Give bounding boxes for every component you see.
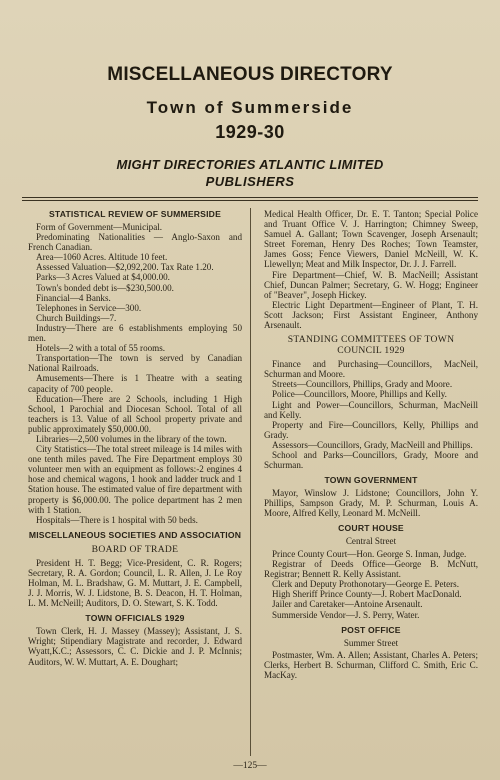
fire-department-text: Fire Department—Chief, W. B. MacNeill; Assistant Chief, Duncan Palmer; Secretary, G. W. Hogg; Engineer of "Beaver", Joseph Hickey. (264, 269, 478, 300)
stat-line: Hotels—2 with a total of 55 rooms. (36, 343, 166, 354)
publisher-name: MIGHT DIRECTORIES ATLANTIC LIMITED (116, 157, 384, 172)
board-of-trade-text: President H. T. Begg; Vice-President, C. R. Rogers; Secretary, R. A. Gordon; Council, L. R. Allen, J. Le Roy Holman, M. L. Bradshaw, G. M. Muttart, J. E. Campbell, J. J. Morris, W. J. Lidstone, B. S. Deacon, H. T. Holman, L. M. McNeill; Auditors, D. O. Stewart, S. K. Todd. (28, 557, 242, 609)
stat-line: Predominating Nationalities — Anglo-Saxon and French Canadian. (28, 232, 242, 253)
post-office-street: Summer Street (343, 637, 399, 648)
court-line: Summerside Vendor—J. S. Perry, Water. (272, 609, 420, 620)
stat-line: City Statistics—The total street mileage is 14 miles with one tenth miles paved. The Fire Department employs 30 volunteer men with an equipment as follows:-2 engines 4 hose and chemical wagons, 1 hook and ladder truck and 1 Station house. The estimated value of fire department with property is $6,000.00. The police department has 2 men with 1 Station. (28, 444, 242, 515)
stat-line: Financial—4 Banks. (36, 292, 111, 303)
stats-heading: STATISTICAL REVIEW OF SUMMERSIDE (48, 209, 222, 219)
committee-line: Assessors—Councillors, Grady, MacNeill and Phillips. (272, 439, 473, 450)
town-government-text: Mayor, Winslow J. Lidstone; Councillors, John Y. Phillips, Sampson Grady, M. P. Schurman, Louis A. Moore, Alfred Kelly, Leonard M. McNeill. (264, 488, 478, 519)
stat-line: Parks—3 Acres Valued at $4,000.00. (36, 272, 170, 283)
stat-line: Hospitals—There is 1 hospital with 50 beds. (36, 514, 198, 525)
town-government-heading: TOWN GOVERNMENT (324, 475, 418, 486)
societies-heading: MISCELLANEOUS SOCIETIES AND ASSOCIATION (28, 529, 242, 540)
town-officials-text: Town Clerk, H. J. Massey (Massey); Assistant, J. S. Wright; Stipendiary Magistrate and recorder, J. Edward Wyatt,K.C.; Assessors, C. C. Dickie and J. P. McInnis; Auditors, W. W. Muttart, A. E. Doughart; (28, 626, 242, 667)
stat-line: Form of Government—Municipal. (36, 222, 163, 232)
left-column (28, 209, 242, 667)
stat-line: Industry—There are 6 establishments employing 50 men. (28, 322, 242, 344)
publisher-label: PUBLISHERS (205, 174, 295, 189)
electric-light-text: Electric Light Department—Engineer of Plant, T. H. Scott Jackson; First Assistant Engineer, Anthony Arsenault. (264, 299, 478, 331)
town-officials-heading: TOWN OFFICIALS 1929 (85, 613, 185, 624)
page-title: MISCELLANEOUS DIRECTORY (107, 64, 393, 85)
stat-line: Education—There are 2 Schools, including 1 High School, 1 Parochial and Diocesan School. Total of all teachers is 13. Value of all School property private and public approximately $50,000.00. (28, 393, 242, 434)
court-line: Prince County Court—Hon. George S. Inman, Judge. (272, 548, 467, 559)
stat-line: Town's bonded debt is—$230,500.00. (36, 282, 174, 293)
court-house-street: Central Street (345, 536, 397, 547)
stat-line: Area—1060 Acres. Altitude 10 feet. (36, 252, 168, 263)
stat-line: Telephones in Service—300. (36, 302, 142, 313)
header-rule-bottom (22, 200, 478, 201)
post-office-heading: POST OFFICE (341, 624, 401, 635)
stat-line: Amusements—There is 1 Theatre with a seating capacity of 700 people. (28, 373, 242, 394)
page-number: —125— (233, 761, 267, 771)
committee-line: Finance and Purchasing—Councillors, MacNeil, Schurman and Moore. (264, 359, 478, 380)
stat-line: Church Buildings—7. (36, 312, 117, 323)
stat-line: Libraries—2,500 volumes in the library of the town. (36, 433, 227, 444)
court-line: Jailer and Caretaker—Antoine Arsenault. (272, 599, 423, 610)
right-column (264, 209, 478, 680)
column-divider (250, 208, 251, 756)
court-house-heading: COURT HOUSE (338, 523, 404, 534)
year-title: 1929-30 (215, 122, 285, 142)
court-line: Registrar of Deeds Office—George B. McNutt, Registrar; Bennett R. Kelly Assistant. (264, 559, 478, 580)
court-line: High Sheriff Prince County—J. Robert MacDonald. (272, 589, 462, 600)
committee-line: Property and Fire—Councillors, Kelly, Phillips and Grady. (264, 419, 478, 440)
header-rule-top (22, 197, 478, 198)
standing-committees-heading: STANDING COMMITTEES OF TOWN COUNCIL 1929 (287, 334, 455, 357)
stat-line: Assessed Valuation—$2,092,200. Tax Rate 1.20. (36, 262, 214, 273)
court-line: Clerk and Deputy Prothonotary—George E. Peters. (272, 579, 459, 590)
committee-line: School and Parks—Councillors, Grady, Moore and Schurman. (264, 449, 478, 471)
post-office-text: Postmaster, Wm. A. Allen; Assistant, Charles A. Peters; Clerks, Herbert B. Schurman, Clifford C. Smith, Eric C. MacKay. (264, 650, 478, 681)
town-officials-continued: Medical Health Officer, Dr. E. T. Tanton; Special Police and Truant Office V. J. Harrington; Chimney Sweep, Samuel A. Gallant; Town Scavenger, Joseph Arsenault; Street Foreman, Henry Des Roches; Town Teamster, James Goss; Fence Viewers, Daniel McNeill, W. K. Llewellyn; Meat and Milk Inspector, Dr. J. J. Farrell. (264, 209, 478, 270)
committee-line: Police—Councillors, Moore, Phillips and Kelly. (272, 389, 447, 400)
board-of-trade-heading: BOARD OF TRADE (91, 543, 179, 555)
committee-line: Light and Power—Councillors, Schurman, MacNeill and Kelly. (264, 399, 478, 420)
town-title: Town of Summerside (146, 98, 354, 117)
committee-line: Streets—Councillors, Phillips, Grady and Moore. (272, 379, 453, 390)
stat-line: Transportation—The town is served by Canadian National Railroads. (28, 353, 242, 374)
